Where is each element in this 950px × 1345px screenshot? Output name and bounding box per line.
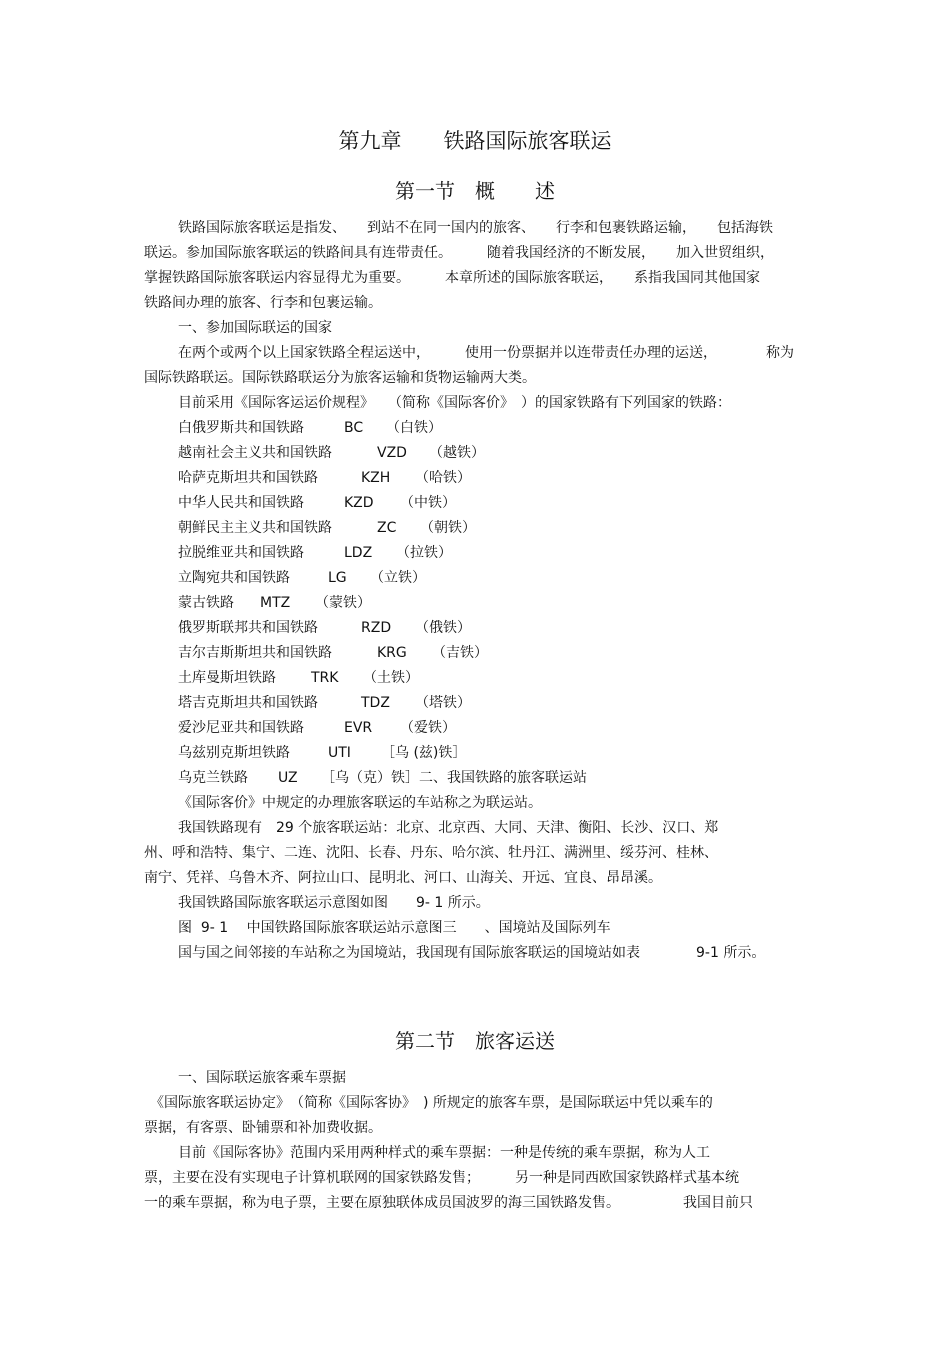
paragraph-line: 铁路间办理的旅客、行李和包裹运输。	[144, 295, 382, 311]
railway-code: KRG	[377, 645, 407, 661]
railway-name: 土库曼斯坦铁路	[178, 670, 276, 686]
railway-name: 立陶宛共和国铁路	[178, 570, 290, 586]
railway-name: 乌克兰铁路	[178, 770, 248, 786]
railway-row	[178, 619, 578, 637]
railway-name: 乌兹别克斯坦铁路	[178, 745, 290, 761]
railway-code: BC	[344, 420, 364, 436]
railway-name: 塔吉克斯坦共和国铁路	[178, 695, 318, 711]
railway-code: TDZ	[361, 695, 390, 711]
paragraph-line: 国际铁路联运。国际铁路联运分为旅客运输和货物运输两大类。	[144, 370, 536, 386]
subheading: 一、国际联运旅客乘车票据	[178, 1070, 346, 1086]
railway-name: 拉脱维亚共和国铁路	[178, 545, 304, 561]
chapter-title: 第九章 铁路国际旅客联运	[338, 129, 612, 153]
railway-row	[178, 594, 578, 612]
railway-name: 蒙古铁路	[178, 595, 234, 611]
railway-code: ZC	[377, 520, 397, 536]
paragraph-line: 我国铁路现有 29 个旅客联运站：北京、北京西、大同、天津、衡阳、长沙、汉口、郑	[178, 820, 719, 836]
railway-name: 中华人民共和国铁路	[178, 495, 304, 511]
railway-row	[178, 719, 578, 737]
railway-abbr: （拉铁）	[396, 545, 452, 561]
paragraph-line: 铁路国际旅客联运是指发、 到站不在同一国内的旅客、 行李和包裹铁路运输， 包括海铁	[178, 220, 773, 236]
railway-row	[178, 519, 578, 537]
railway-row	[178, 644, 578, 662]
railway-code: KZD	[344, 495, 374, 511]
paragraph-line: 票据，有客票、卧铺票和补加费收据。	[144, 1120, 382, 1136]
paragraph-line: 州、呼和浩特、集宁、二连、沈阳、长春、丹东、哈尔滨、牡丹江、满洲里、绥芬河、桂林、	[144, 845, 718, 861]
paragraph-line: 我国铁路国际旅客联运示意图如图 9- 1 所示。	[178, 895, 490, 911]
railway-code: EVR	[344, 720, 373, 736]
railway-name: 白俄罗斯共和国铁路	[178, 420, 304, 436]
subheading: 一、参加国际联运的国家	[178, 320, 332, 336]
railway-row	[178, 694, 578, 712]
railway-code: TRK	[311, 670, 339, 686]
paragraph-line: 目前采用《国际客运运价规程》 （简称《国际客价》 ）的国家铁路有下列国家的铁路：	[178, 395, 731, 411]
paragraph-line: 《国际旅客联运协定》 （简称《国际客协》 ) 所规定的旅客车票，是国际联运中凭以乘车的	[150, 1095, 713, 1111]
railway-abbr: （哈铁）	[415, 470, 471, 486]
railway-code: LDZ	[344, 545, 373, 561]
railway-name: 朝鲜民主主义共和国铁路	[178, 520, 332, 536]
railway-abbr: （朝铁）	[420, 520, 476, 536]
railway-abbr: （立铁）	[370, 570, 426, 586]
railway-name: 爱沙尼亚共和国铁路	[178, 720, 304, 736]
railway-row	[178, 569, 578, 587]
section-title: 第一节 概 述	[395, 179, 555, 203]
railway-row	[178, 769, 587, 787]
paragraph-line: 联运。参加国际旅客联运的铁路间具有连带责任。 随着我国经济的不断发展， 加入世贸组织，	[144, 245, 774, 261]
paragraph-line: 掌握铁路国际旅客联运内容显得尤为重要。 本章所述的国际旅客联运， 系指我国同其他国家	[144, 270, 760, 286]
railway-code: UTI	[328, 745, 351, 761]
railway-name: 哈萨克斯坦共和国铁路	[178, 470, 318, 486]
railway-code: UZ	[278, 770, 298, 786]
railway-abbr: （塔铁）	[415, 695, 471, 711]
railway-row	[178, 669, 578, 687]
railway-row	[178, 494, 578, 512]
railway-abbr: （白铁）	[386, 420, 442, 436]
paragraph-line: 目前《国际客协》范围内采用两种样式的乘车票据：一种是传统的乘车票据，称为人工	[178, 1145, 710, 1161]
railway-name: 越南社会主义共和国铁路	[178, 445, 332, 461]
railway-row	[178, 744, 578, 762]
paragraph-line: 一的乘车票据，称为电子票，主要在原独联体成员国波罗的海三国铁路发售。 我国目前只	[144, 1195, 753, 1211]
railway-abbr: ［乌 (兹)铁］	[381, 745, 467, 761]
railway-name: 俄罗斯联邦共和国铁路	[178, 620, 318, 636]
railway-abbr: （越铁）	[429, 445, 485, 461]
railway-row	[178, 544, 578, 562]
railway-abbr: （吉铁）	[432, 645, 488, 661]
railway-code: KZH	[361, 470, 391, 486]
paragraph-line: 票，主要在没有实现电子计算机联网的国家铁路发售； 另一种是同西欧国家铁路样式基本统	[144, 1170, 739, 1186]
paragraph-line: 在两个或两个以上国家铁路全程运送中， 使用一份票据并以连带责任办理的运送， 称为	[178, 345, 794, 361]
railway-code: LG	[328, 570, 347, 586]
railway-code: VZD	[377, 445, 407, 461]
section-title: 第二节 旅客运送	[395, 1029, 555, 1053]
railway-row	[178, 444, 578, 462]
paragraph-line: 南宁、凭祥、乌鲁木齐、阿拉山口、昆明北、河口、山海关、开远、宜良、昂昂溪。	[144, 870, 662, 886]
railway-row	[178, 419, 578, 437]
railway-code: MTZ	[260, 595, 291, 611]
railway-abbr: （蒙铁）	[315, 595, 371, 611]
railway-abbr: （爱铁）	[400, 720, 456, 736]
paragraph-line: 国与国之间邻接的车站称之为国境站，我国现有国际旅客联运的国境站如表 9-1 所示。	[178, 945, 766, 961]
railway-abbr: （俄铁）	[415, 620, 471, 636]
railway-row	[178, 469, 578, 487]
railway-abbr: （土铁）	[363, 670, 419, 686]
railway-abbr: （中铁）	[400, 495, 456, 511]
figure-caption: 图 9- 1 中国铁路国际旅客联运站示意图三 、国境站及国际列车	[178, 920, 611, 936]
railway-abbr: ［乌（克）铁］二、我国铁路的旅客联运站	[321, 770, 587, 786]
paragraph-line: 《国际客价》中规定的办理旅客联运的车站称之为联运站。	[178, 795, 542, 811]
railway-name: 吉尔吉斯斯坦共和国铁路	[178, 645, 332, 661]
railway-code: RZD	[361, 620, 392, 636]
